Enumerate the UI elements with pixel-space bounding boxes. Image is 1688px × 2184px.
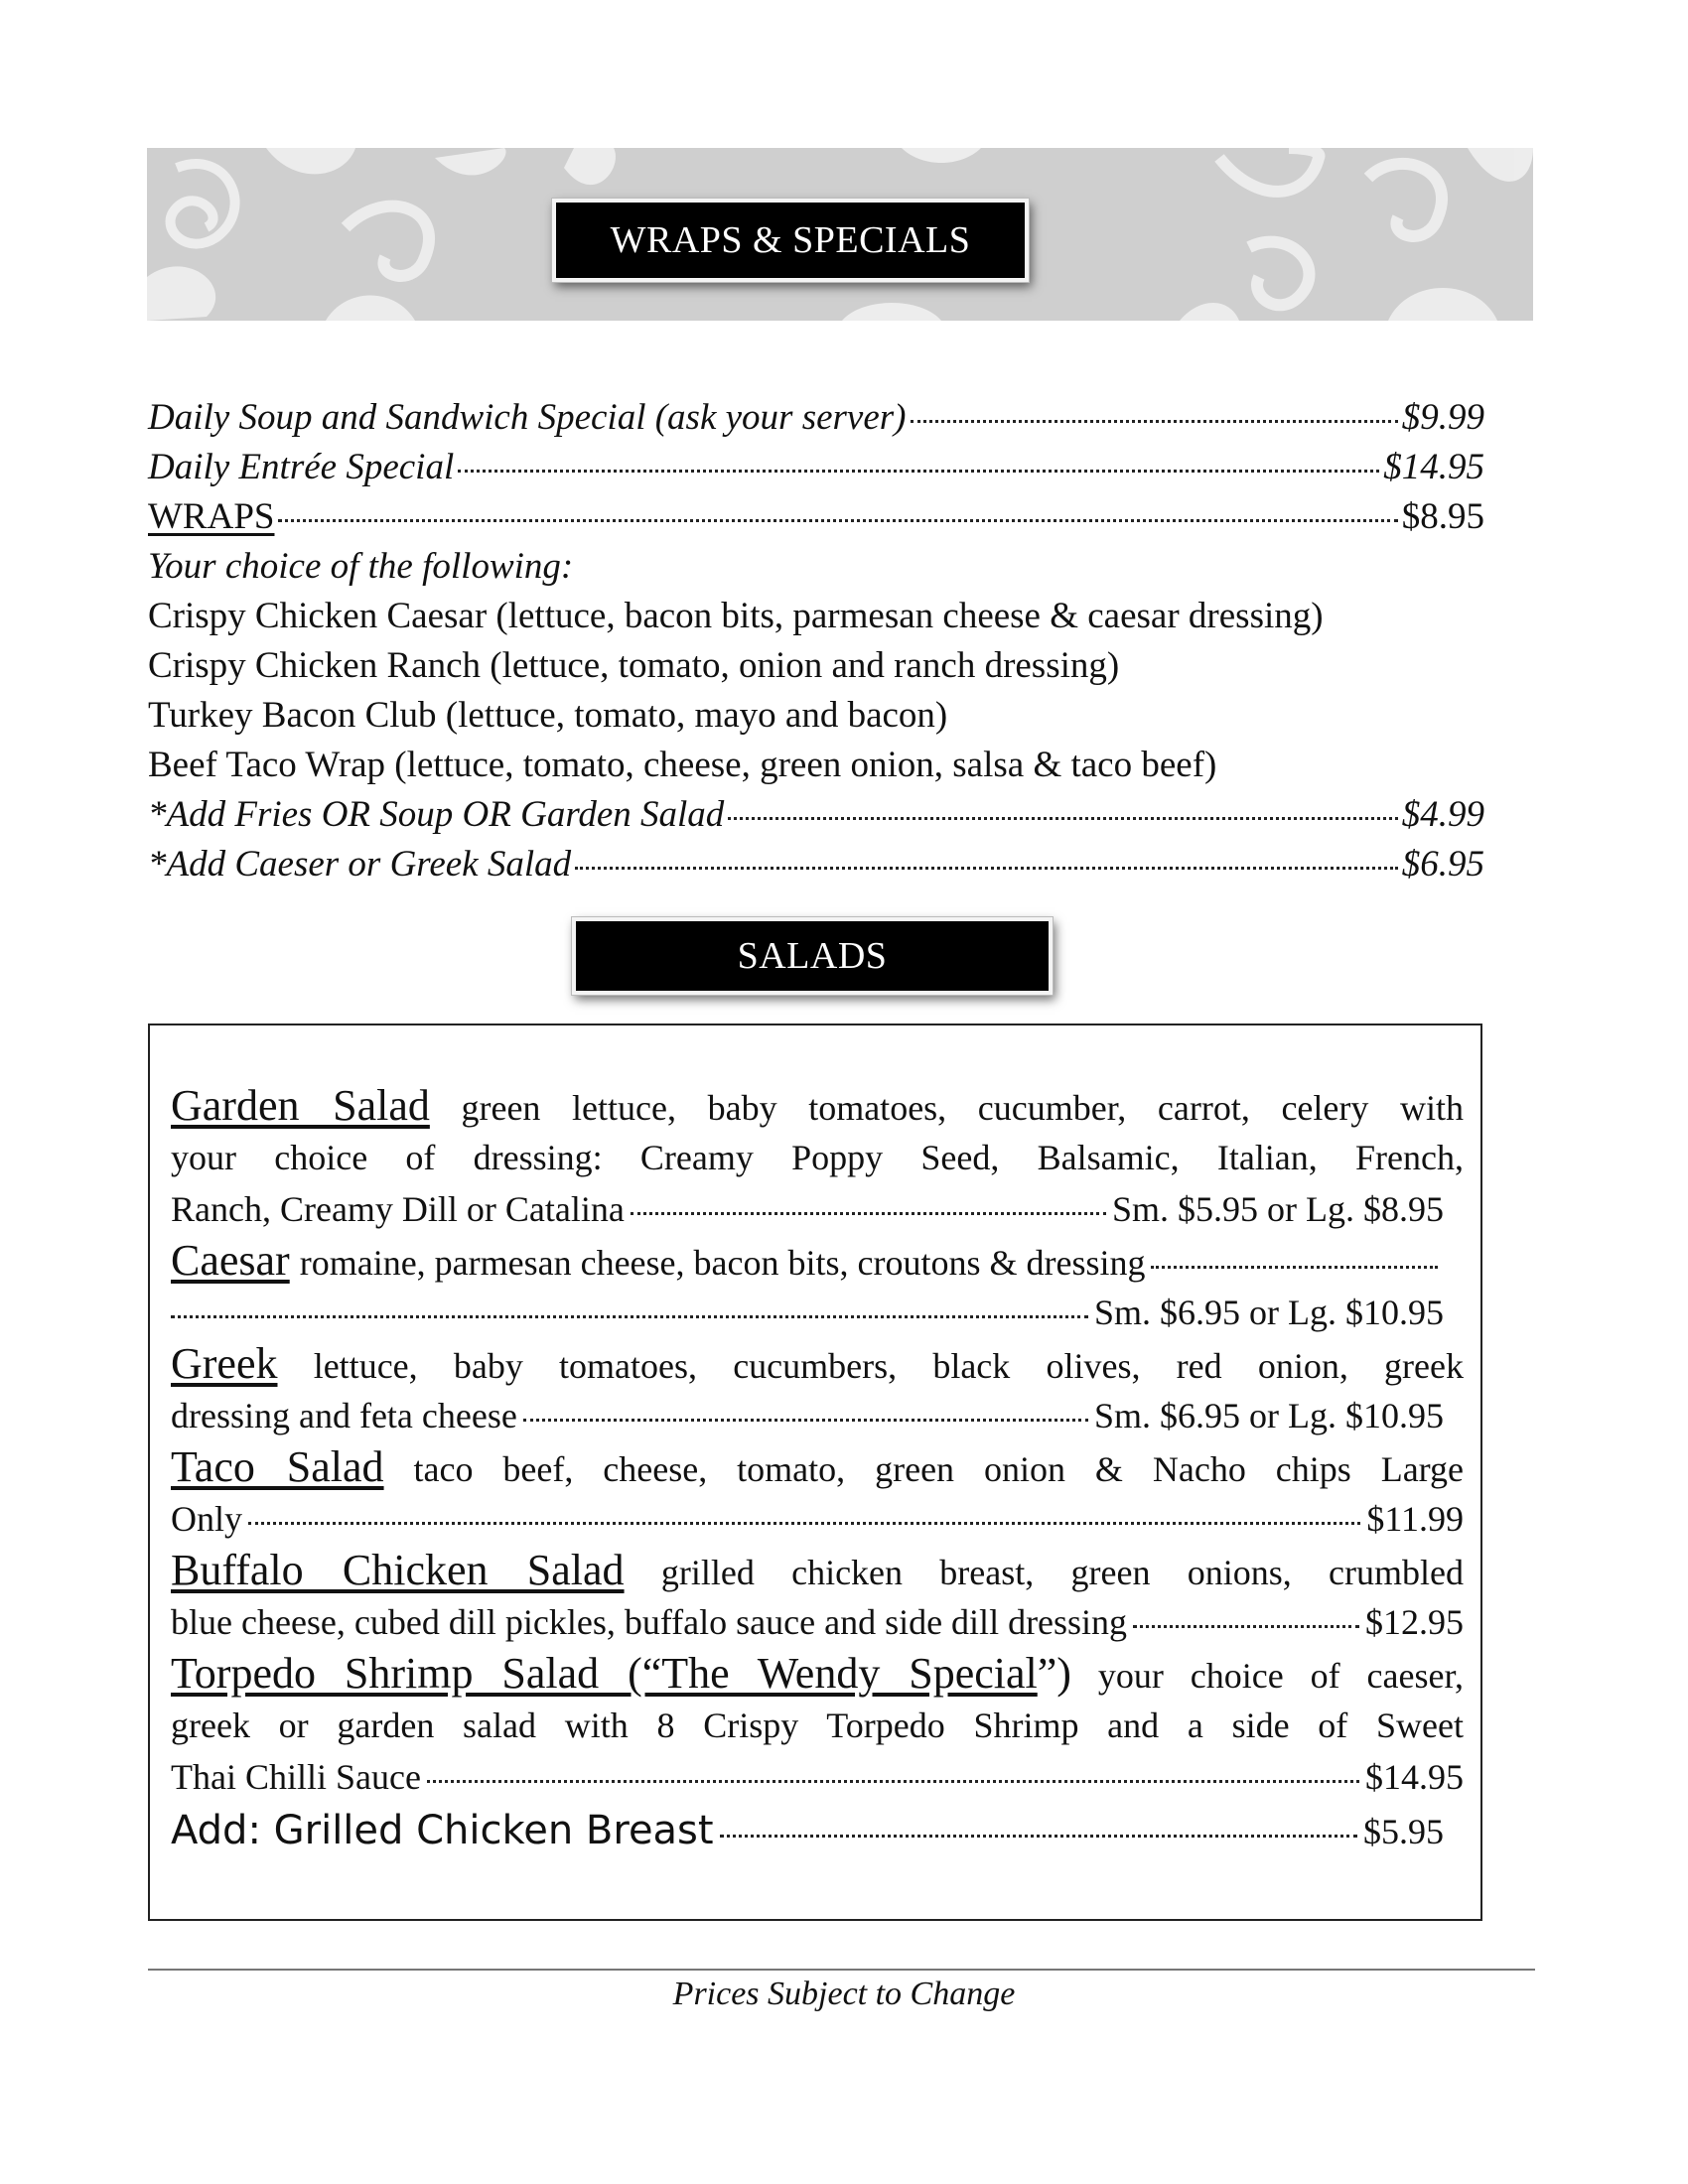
add-chicken-line bbox=[171, 1805, 1444, 1857]
torpedo-salad-line-3 bbox=[171, 1751, 1464, 1803]
salad-name: Greek bbox=[171, 1339, 278, 1388]
salad-desc: your choice of caeser, bbox=[1097, 1656, 1464, 1696]
wrap-option: Crispy Chicken Caesar (lettuce, bacon bits, parmesan cheese & caesar dressing) bbox=[148, 596, 1324, 636]
item-label: Daily Soup and Sandwich Special (ask your server) bbox=[148, 397, 907, 438]
greek-salad-line-2 bbox=[171, 1390, 1444, 1441]
salad-desc: blue cheese, cubed dill pickles, buffalo sauce and side dill dressing bbox=[171, 1602, 1128, 1642]
item-price: $8.95 bbox=[1401, 496, 1484, 537]
salad-name: Caesar bbox=[171, 1236, 290, 1285]
dot-leader bbox=[278, 519, 1397, 522]
salad-name: Buffalo Chicken Salad bbox=[171, 1546, 625, 1594]
dot-leader bbox=[248, 1522, 1360, 1525]
item-price: $4.99 bbox=[1401, 794, 1484, 835]
garden-salad-line-2: your choice of dressing: Creamy Poppy Seed, Balsamic, Italian, French, bbox=[171, 1138, 1464, 1177]
salad-price: $11.99 bbox=[1366, 1499, 1464, 1539]
dot-leader bbox=[911, 420, 1398, 423]
item-label: *Add Caeser or Greek Salad bbox=[148, 844, 572, 885]
addon-label: Add: Grilled Chicken Breast bbox=[171, 1808, 714, 1853]
torpedo-salad-line-2: greek or garden salad with 8 Crispy Torpedo Shrimp and a side of Sweet bbox=[171, 1706, 1464, 1745]
salad-name-close: ”) bbox=[1037, 1649, 1071, 1698]
dot-leader bbox=[728, 817, 1397, 820]
footer-note: Prices Subject to Change bbox=[672, 1976, 1016, 2012]
item-price: $14.95 bbox=[1383, 447, 1484, 487]
salad-desc: Ranch, Creamy Dill or Catalina bbox=[171, 1189, 625, 1229]
salad-desc: lettuce, baby tomatoes, cucumbers, black olives, red onion, greek bbox=[313, 1346, 1464, 1386]
salad-desc: Only bbox=[171, 1499, 242, 1539]
dot-leader bbox=[171, 1315, 1088, 1318]
section-title-salads: SALADS bbox=[572, 917, 1053, 995]
item-label: Daily Entrée Special bbox=[148, 447, 455, 487]
addon-price: $5.95 bbox=[1363, 1812, 1444, 1851]
menu-item-entree bbox=[148, 443, 1484, 492]
dot-leader bbox=[575, 867, 1398, 870]
menu-item-add-salad bbox=[148, 840, 1484, 889]
salad-desc: grilled chicken breast, green onions, crumbled bbox=[660, 1553, 1465, 1592]
dot-leader bbox=[1151, 1266, 1438, 1269]
choice-intro: Your choice of the following: bbox=[148, 546, 574, 587]
caesar-salad-line-2 bbox=[171, 1287, 1444, 1338]
garden-salad-line-1 bbox=[171, 1080, 1464, 1134]
dot-leader bbox=[631, 1212, 1106, 1215]
salad-price: $14.95 bbox=[1365, 1757, 1464, 1797]
salad-desc: romaine, parmesan cheese, bacon bits, croutons & dressing bbox=[299, 1243, 1146, 1283]
torpedo-salad-line-1 bbox=[171, 1648, 1464, 1702]
item-label: WRAPS bbox=[148, 496, 275, 537]
salad-price: Sm. $5.95 or Lg. $8.95 bbox=[1111, 1189, 1444, 1229]
dot-leader bbox=[1133, 1625, 1359, 1628]
salad-name: Taco Salad bbox=[171, 1442, 384, 1491]
menu-item-wraps bbox=[148, 492, 1484, 542]
garden-salad-line-3 bbox=[171, 1183, 1444, 1235]
wrap-option: Beef Taco Wrap (lettuce, tomato, cheese, green onion, salsa & taco beef) bbox=[148, 745, 1217, 785]
salad-price: $12.95 bbox=[1365, 1602, 1464, 1642]
dot-leader bbox=[720, 1835, 1357, 1838]
salad-desc: dressing and feta cheese bbox=[171, 1396, 517, 1435]
item-price: $6.95 bbox=[1401, 844, 1484, 885]
dot-leader bbox=[427, 1780, 1359, 1783]
dot-leader bbox=[523, 1419, 1088, 1422]
section-title-wraps: WRAPS & SPECIALS bbox=[552, 199, 1029, 282]
item-price: $9.99 bbox=[1401, 397, 1484, 438]
taco-salad-line-2 bbox=[171, 1493, 1464, 1545]
menu-item-soup-sandwich bbox=[148, 393, 1484, 443]
taco-salad-line-1 bbox=[171, 1441, 1464, 1495]
salad-name: Garden Salad bbox=[171, 1081, 430, 1130]
salad-price: Sm. $6.95 or Lg. $10.95 bbox=[1093, 1396, 1444, 1435]
item-label: *Add Fries OR Soup OR Garden Salad bbox=[148, 794, 725, 835]
salad-desc: green lettuce, baby tomatoes, cucumber, carrot, celery with bbox=[461, 1088, 1464, 1128]
wrap-option: Turkey Bacon Club (lettuce, tomato, mayo and bacon) bbox=[148, 695, 948, 736]
greek-salad-line-1 bbox=[171, 1338, 1464, 1392]
menu-item-add-side bbox=[148, 790, 1484, 840]
dot-leader bbox=[458, 470, 1379, 473]
salad-name: Torpedo Shrimp Salad (“The Wendy Special bbox=[171, 1649, 1038, 1698]
salad-desc: Thai Chilli Sauce bbox=[171, 1757, 421, 1797]
salad-desc: taco beef, cheese, tomato, green onion & Nacho chips Large bbox=[413, 1449, 1464, 1489]
salad-price: Sm. $6.95 or Lg. $10.95 bbox=[1093, 1293, 1444, 1332]
wrap-option: Crispy Chicken Ranch (lettuce, tomato, onion and ranch dressing) bbox=[148, 645, 1120, 686]
buffalo-salad-line-2 bbox=[171, 1596, 1464, 1648]
buffalo-salad-line-1 bbox=[171, 1545, 1464, 1598]
caesar-salad-line-1 bbox=[171, 1235, 1444, 1289]
